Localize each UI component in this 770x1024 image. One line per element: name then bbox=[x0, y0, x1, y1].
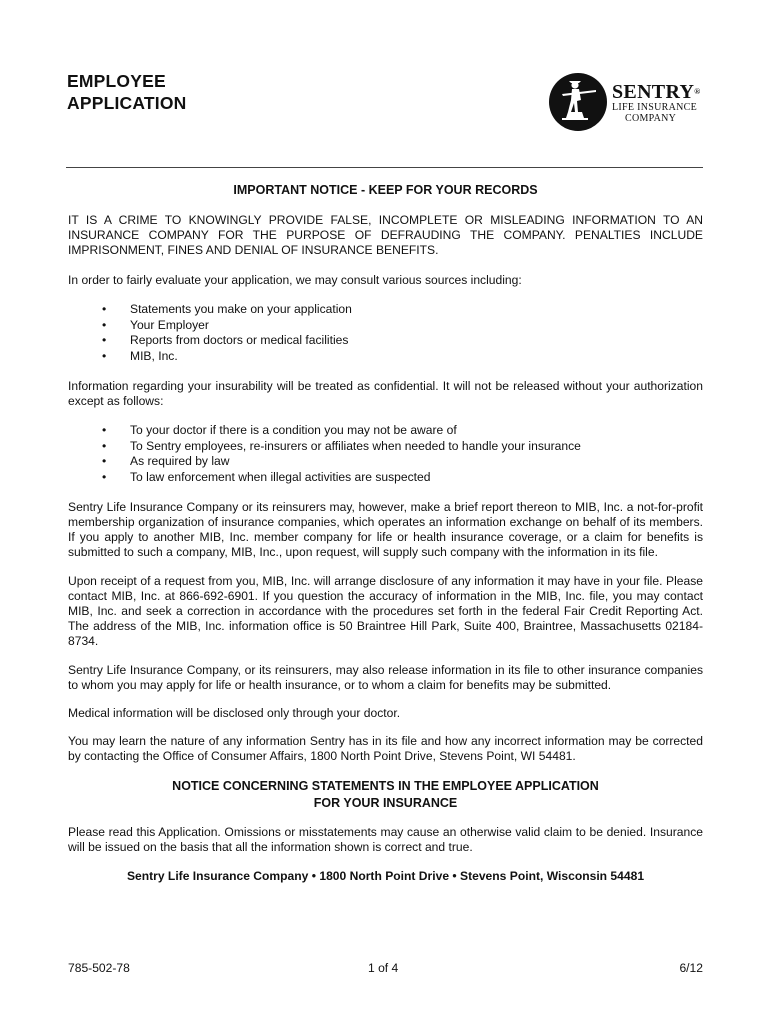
medical-paragraph: Medical information will be disclosed only through your doctor. bbox=[68, 706, 401, 721]
release-other-paragraph: Sentry Life Insurance Company, or its reinsurers, may also release information in its file to other insurance companies to whom you may apply for life or health insurance, or to whom a claim for benefits may be submitted. bbox=[68, 662, 703, 692]
logo-wordmark bbox=[612, 82, 701, 124]
mib-report-paragraph: Sentry Life Insurance Company or its reinsurers may, however, make a brief report thereon to MIB, Inc. a not-for-profit membership organization of insurance companies, which operates an information exchange on behalf of its members. If you apply to another MIB, Inc. member company for life or health insurance coverage, or a claim for benefits is submitted to such a company, MIB, Inc., upon request, will supply such company with the information in its file. bbox=[68, 499, 703, 560]
logo-subtitle-1: LIFE INSURANCE bbox=[612, 102, 698, 113]
list-item: • Your Employer bbox=[102, 317, 209, 332]
list-item: • As required by law bbox=[102, 454, 230, 469]
logo-name: SENTRY bbox=[612, 81, 695, 103]
list-item: • To Sentry employees, re-insurers or affiliates when needed to handle your insurance bbox=[102, 438, 581, 453]
mib-request-paragraph: Upon receipt of a request from you, MIB, Inc. will arrange disclosure of any information it may have in your file. Please contact MIB, Inc. at 866-692-6901. If you question the accuracy of information in the MIB, Inc. file, you may contact MIB, Inc. and seek a correction in accordance with the procedures set forth in the federal Fair Credit Reporting Act. The address of the MIB, Inc. information office is 50 Braintree Hill Park, Suite 400, Braintree, Massachusetts 02184-8734. bbox=[68, 573, 703, 649]
important-notice-heading: IMPORTANT NOTICE - KEEP FOR YOUR RECORDS bbox=[233, 183, 538, 197]
title-line-1: EMPLOYEE bbox=[67, 71, 166, 91]
consumer-affairs-paragraph: You may learn the nature of any information Sentry has in its file and how any incorrect information may be corrected by contacting the Office of Consumer Affairs, 1800 North Point Drive, Stevens Point, WI 54481. bbox=[68, 734, 703, 764]
title-line-2: APPLICATION bbox=[67, 93, 187, 113]
document-title bbox=[67, 70, 187, 114]
company-address-line: Sentry Life Insurance Company • 1800 North Point Drive • Stevens Point, Wisconsin 54481 bbox=[126, 869, 645, 884]
confidential-paragraph: Information regarding your insurability will be treated as confidential. It will not be released without your authorization except as follows: bbox=[68, 378, 703, 408]
statements-heading bbox=[68, 778, 703, 812]
minuteman-emblem-icon bbox=[548, 72, 608, 132]
sources-intro: In order to fairly evaluate your application, we may consult various sources including: bbox=[68, 272, 522, 287]
form-number: 785-502-78 bbox=[68, 961, 130, 975]
registered-mark: ® bbox=[694, 87, 701, 96]
release-list bbox=[68, 423, 703, 486]
list-item: • To your doctor if there is a condition you may not be aware of bbox=[102, 423, 457, 438]
fraud-warning: IT IS A CRIME TO KNOWINGLY PROVIDE FALSE, INCOMPLETE OR MISLEADING INFORMATION TO AN INSURANCE COMPANY FOR THE PURPOSE OF DEFRAUDING THE COMPANY. PENALTIES INCLUDE IMPRISONMENT, FINES AND DENIAL OF INSURANCE BENEFITS. bbox=[68, 213, 703, 258]
sentry-logo bbox=[548, 72, 708, 134]
statements-heading-line-2: FOR YOUR INSURANCE bbox=[313, 795, 458, 810]
revision-date: 6/12 bbox=[679, 961, 703, 975]
list-item: • Statements you make on your application bbox=[102, 301, 352, 316]
statements-heading-line-1: NOTICE CONCERNING STATEMENTS IN THE EMPLOYEE APPLICATION bbox=[172, 778, 599, 793]
logo-subtitle-2: COMPANY bbox=[625, 113, 677, 124]
list-item: • To law enforcement when illegal activities are suspected bbox=[102, 470, 431, 485]
page-number: 1 of 4 bbox=[368, 961, 399, 975]
sources-list bbox=[68, 302, 703, 365]
document-body bbox=[68, 182, 703, 884]
header-divider bbox=[66, 167, 703, 168]
list-item: • MIB, Inc. bbox=[102, 348, 178, 363]
statements-body: Please read this Application. Omissions or misstatements may cause an otherwise valid claim to be denied. Insurance will be issued on the basis that all the information shown is correct and true. bbox=[68, 824, 703, 854]
list-item: • Reports from doctors or medical facilities bbox=[102, 333, 349, 348]
